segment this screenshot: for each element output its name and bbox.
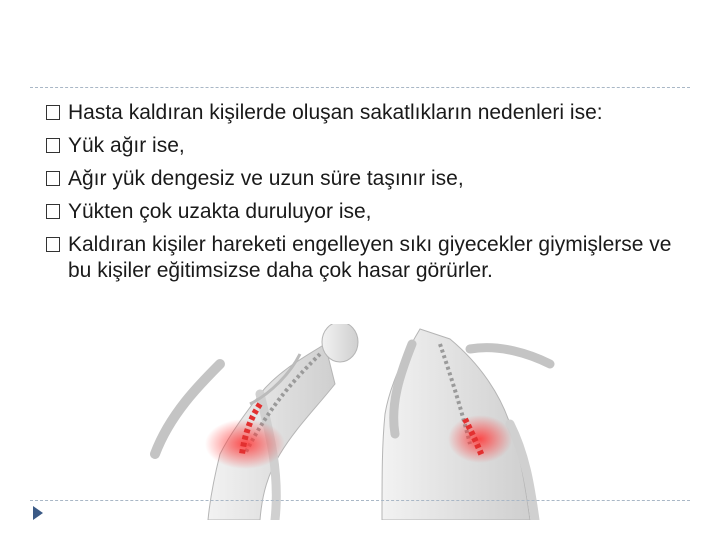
- checkbox-bullet-icon: [46, 237, 60, 252]
- bullet-item: [46, 100, 696, 126]
- play-arrow-icon: [33, 506, 43, 520]
- top-divider: [30, 87, 690, 88]
- bullet-text: Yükten çok uzakta duruluyor ise,: [68, 200, 372, 223]
- bullet-list: [46, 100, 696, 291]
- checkbox-bullet-icon: [46, 171, 60, 186]
- bullet-item: [46, 133, 696, 159]
- bullet-item: [46, 199, 696, 225]
- bottom-divider: [30, 500, 690, 501]
- bullet-text: Hasta kaldıran kişilerde oluşan sakatlıkların nedenleri ise:: [68, 101, 603, 124]
- checkbox-bullet-icon: [46, 204, 60, 219]
- bullet-text: Yük ağır ise,: [68, 134, 185, 157]
- bullet-item: [46, 232, 696, 284]
- checkbox-bullet-icon: [46, 105, 60, 120]
- bullet-text: Kaldıran kişiler hareketi engelleyen sıkı giyecekler giymişlerse ve bu kişiler eğitimsizse daha çok hasar görürler.: [68, 233, 672, 282]
- bullet-item: [46, 166, 696, 192]
- bullet-text: Ağır yük dengesiz ve uzun süre taşınır ise,: [68, 167, 464, 190]
- checkbox-bullet-icon: [46, 138, 60, 153]
- back-pain-skeleton-illustration: [150, 324, 568, 520]
